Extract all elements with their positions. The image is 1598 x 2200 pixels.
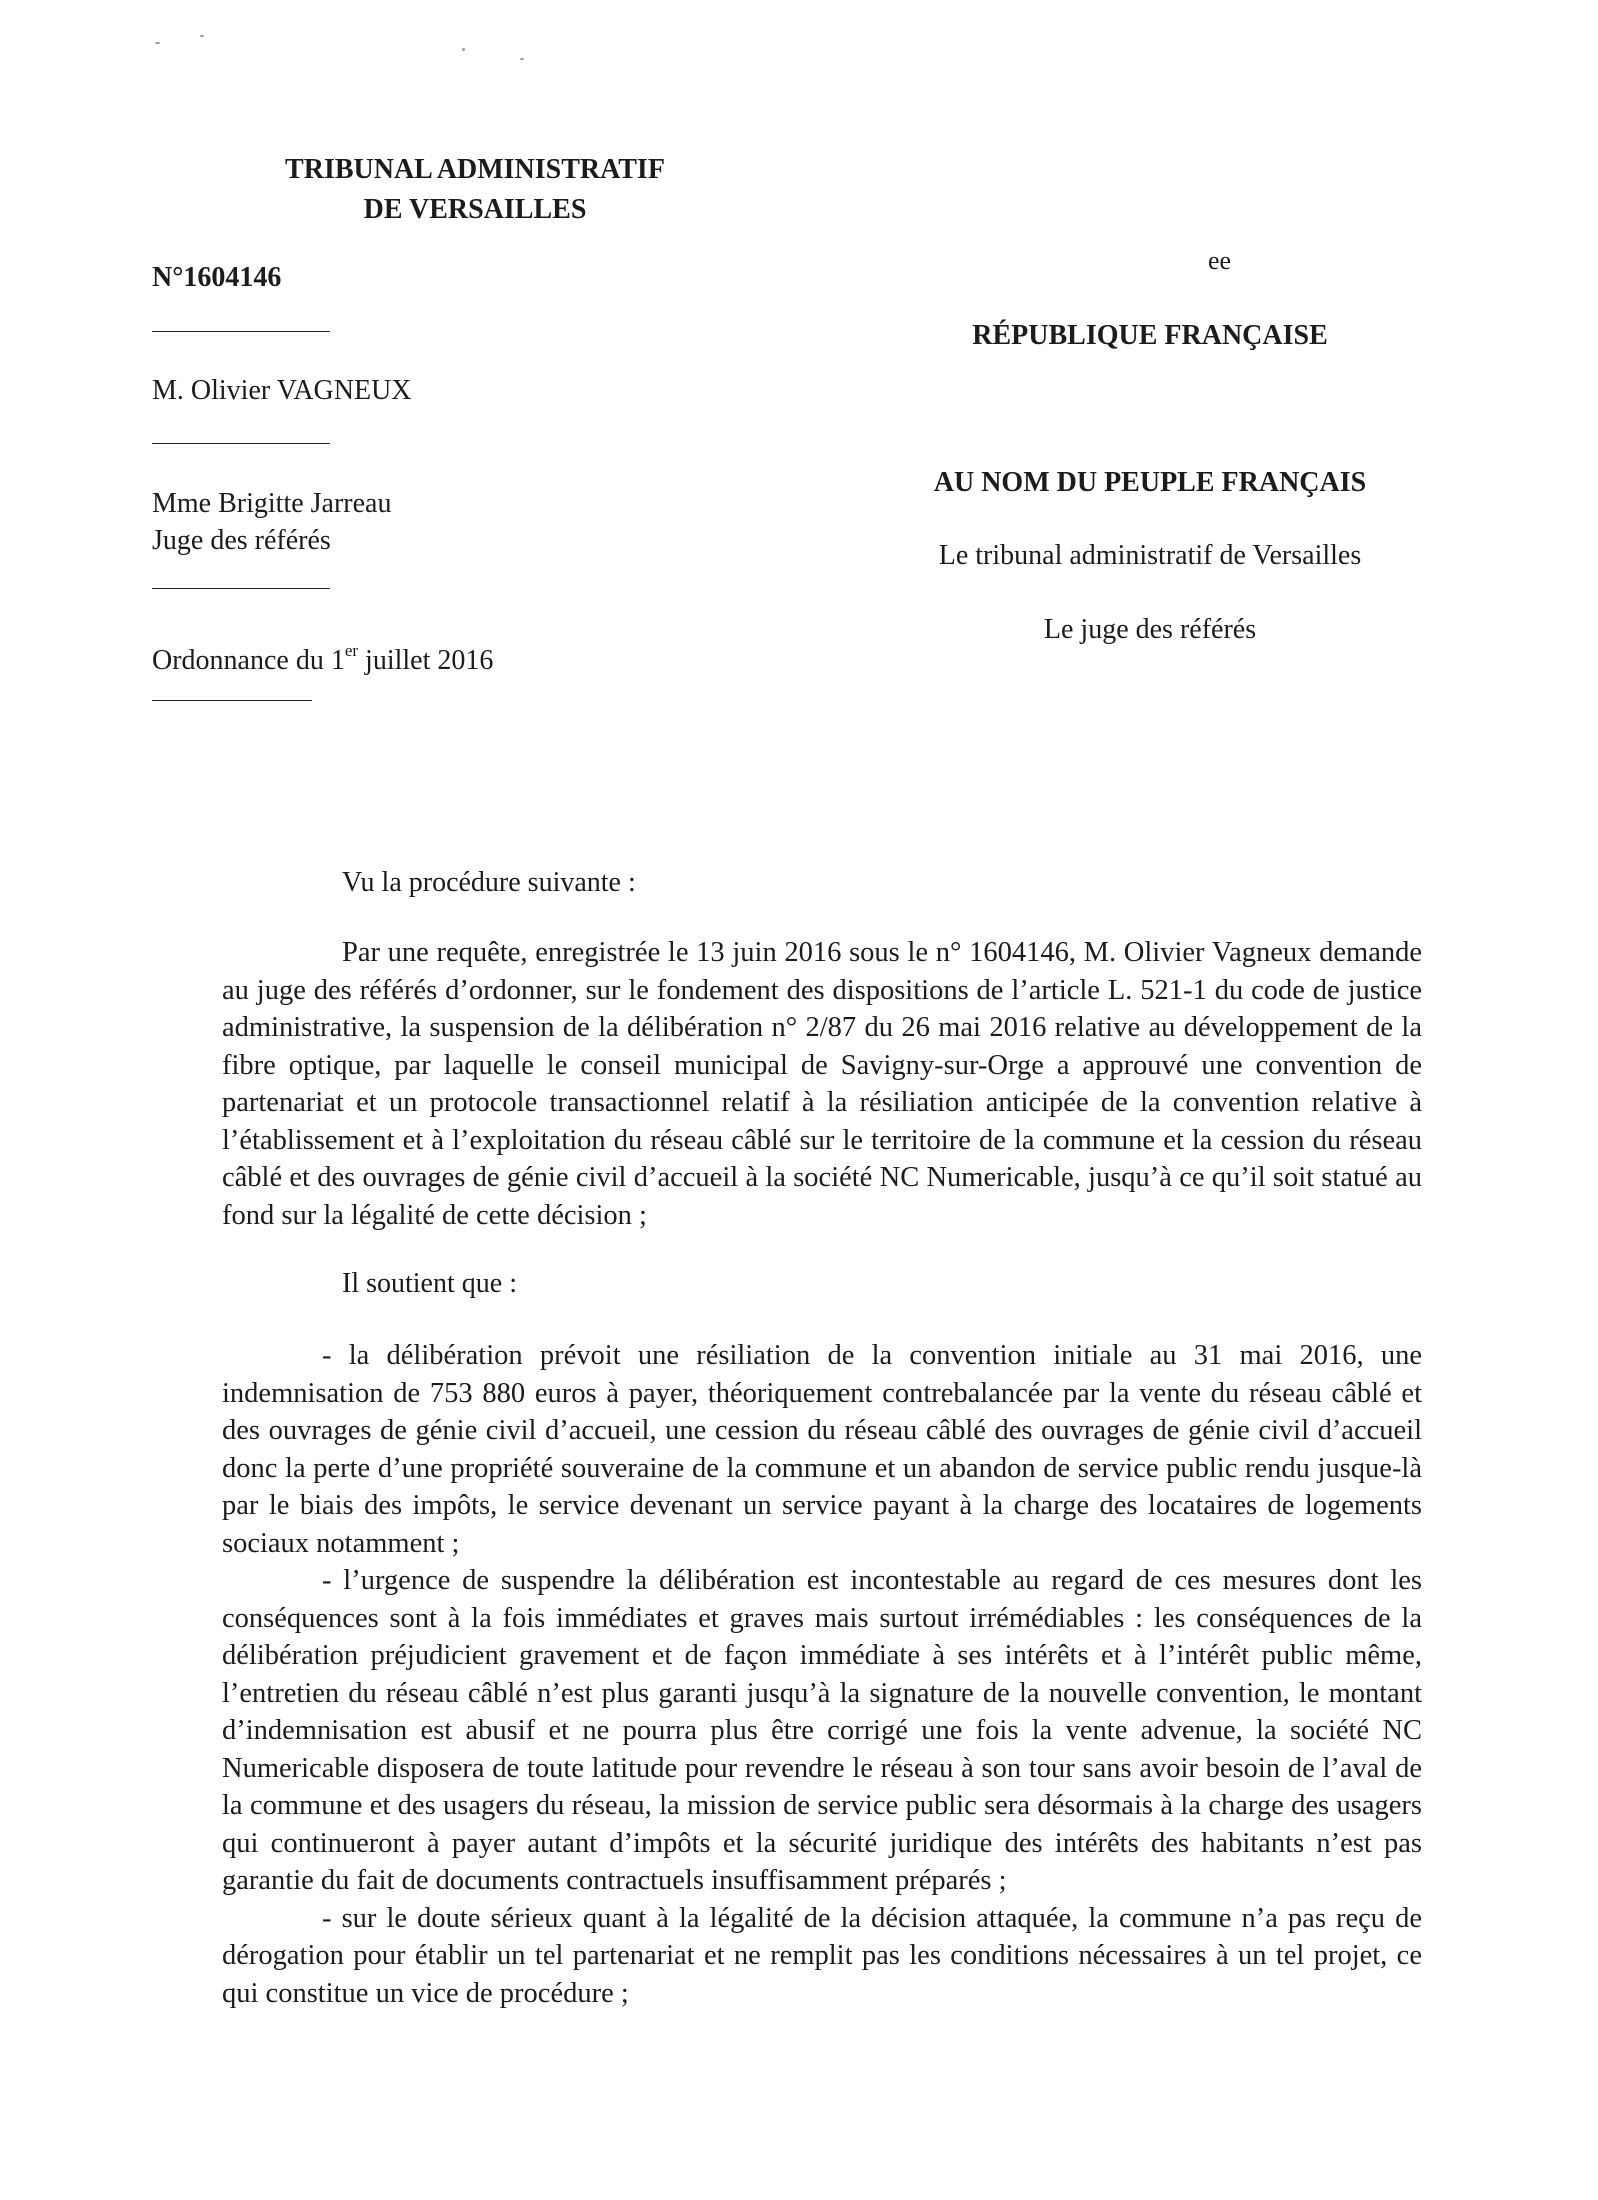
court-name-line1: TRIBUNAL ADMINISTRATIF: [285, 154, 665, 185]
argument-3: - sur le doute sérieux quant à la légalité de la décision attaquée, la commune n’a pas reçu de dérogation pour établir un tel partenariat et ne remplit pas les conditions nécessaires à un tel projet, ce qui constitue un vice de procédure ;: [222, 1902, 1422, 2009]
scan-speck: [155, 42, 160, 44]
argument-1: - la délibération prévoit une résiliation de la convention initiale au 31 mai 2016, une indemnisation de 753 880 euros à payer, théoriquement contrebalancée par la vente du réseau câblé et des ouvrages de génie civil d’accueil, une cession du réseau câblé des ouvrages de génie civil d’accueil donc la perte d’une propriété souveraine de la commune et un abandon de service public rendu jusque-là par le biais des impôts, le service devenant un service payant à la charge des locataires de logements sociaux notamment ;: [222, 1340, 1422, 1559]
divider: [152, 588, 330, 589]
ordonnance-date: [152, 632, 493, 679]
requete-paragraph: [222, 934, 1422, 1234]
divider: [152, 443, 330, 444]
divider: [152, 331, 330, 332]
tribunal-line: Le tribunal administratif de Versailles: [938, 540, 1362, 571]
juge-line: Le juge des référés: [1043, 614, 1257, 645]
soutient-line: Il soutient que :: [342, 1268, 517, 1299]
ordonnance-suffix: juillet 2016: [358, 645, 494, 676]
judge-name: Mme Brigitte Jarreau: [152, 488, 392, 519]
court-name: [235, 150, 715, 230]
requete-text: Par une requête, enregistrée le 13 juin 2016 sous le n° 1604146, M. Olivier Vagneux demande au juge des référés d’ordonner, sur le fondement des dispositions de l’article L. 521-1 du code de justice administrative, la suspension de la délibération n° 2/87 du 26 mai 2016 relative au développement de la fibre optique, par laquelle le conseil municipal de Savigny-sur-Orge a approuvé une convention de partenariat et un protocole transactionnel relatif à la résiliation anticipée de la convention relative à l’établissement et à l’exploitation du réseau câblé sur le territoire de la commune et la cession du réseau câblé et des ouvrages de génie civil d’accueil à la société NC Numericable, jusqu’à ce qu’il soit statué au fond sur la légalité de cette décision ;: [222, 937, 1422, 1231]
au-nom-heading: AU NOM DU PEUPLE FRANÇAIS: [933, 467, 1367, 498]
argument-2: - l’urgence de suspendre la délibération est incontestable au regard de ces mesures dont les conséquences sont à la fois immédiates et graves mais surtout irrémédiables : les conséquences de la délibération préjudicient gravement et de façon immédiate à ses intérêts et à l’intérêt public même, l’entretien du réseau câblé n’est plus garanti jusqu’à la signature de la nouvelle convention, le montant d’indemnisation est abusif et ne pourra plus être corrigé une fois la vente advenue, la société NC Numericable disposera de toute latitude pour revendre le réseau à son tour sans avoir besoin de l’aval de la commune et des usagers du réseau, la mission de service public sera désormais à la charge des usagers qui continueront à payer autant d’impôts et la sécurité juridique des intérêts des habitants n’est pas garantie du fait de documents contractuels insuffisamment préparés ;: [222, 1565, 1422, 1896]
republic-heading: RÉPUBLIQUE FRANÇAISE: [972, 320, 1328, 351]
arguments: [222, 1337, 1422, 2012]
ordonnance-prefix: Ordonnance du 1: [152, 645, 345, 676]
ordonnance-sup: er: [344, 641, 359, 660]
court-name-line2: DE VERSAILLES: [363, 194, 587, 225]
scan-speck: [200, 35, 204, 37]
scan-speck: [520, 58, 524, 60]
vu-line: Vu la procédure suivante :: [342, 867, 636, 898]
scan-speck: [462, 48, 465, 51]
claimant-name: M. Olivier VAGNEUX: [152, 375, 412, 406]
margin-mark: ee: [1208, 246, 1232, 275]
judge-role: Juge des référés: [152, 525, 331, 556]
divider: [152, 700, 312, 701]
judge-block: [152, 485, 391, 559]
case-number: N°1604146: [152, 262, 282, 293]
